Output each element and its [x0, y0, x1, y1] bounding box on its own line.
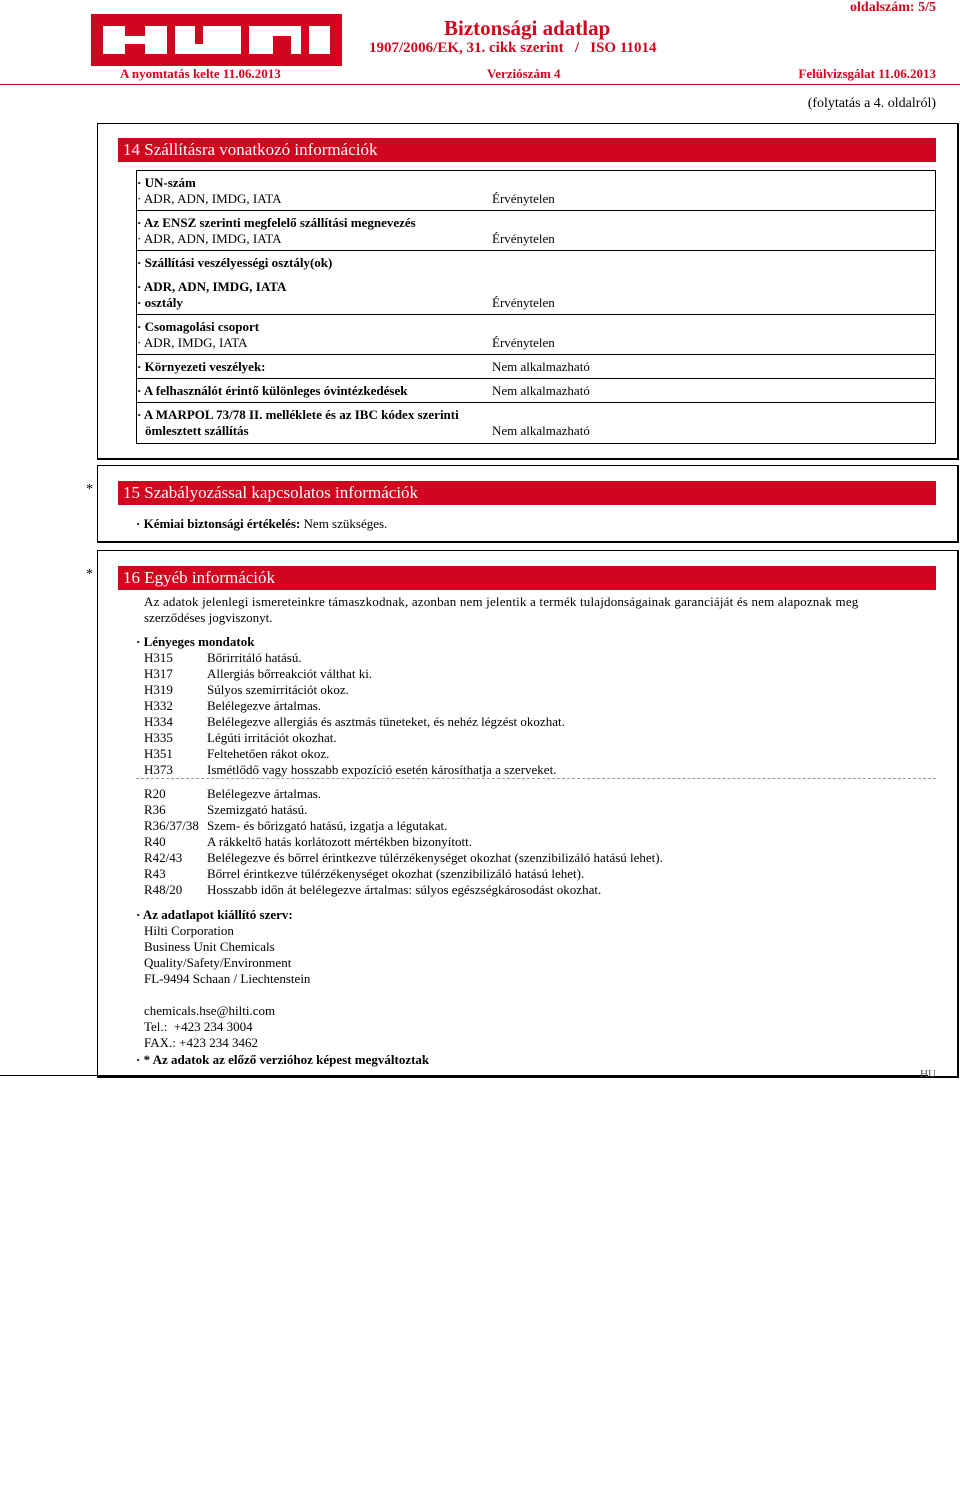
h-text: Légúti irritációt okozhat. [207, 730, 337, 745]
r-text: Belélegezve ártalmas. [207, 786, 322, 801]
change-marker: * [86, 567, 93, 582]
row-label: · ADR, ADN, IMDG, IATA [137, 279, 287, 294]
contact-email[interactable]: chemicals.hse@hilti.com [144, 1003, 276, 1018]
r-text: Belélegezve és bőrrel érintkezve túlérzékenységet okozhat (szenzibilizáló hatású lehet). [207, 850, 663, 865]
h-code: H319 [144, 682, 173, 697]
h-code: H332 [144, 698, 173, 713]
row-value: Érvénytelen [492, 191, 555, 206]
continued-note: (folytatás a 4. oldalról) [807, 96, 936, 111]
section-15-title: 15 Szabályozással kapcsolatos információk [118, 481, 936, 505]
r-code: R40 [144, 834, 166, 849]
row-label: · osztály [137, 295, 183, 310]
row-label: · Környezeti veszélyek: [137, 359, 266, 374]
r-text: Szemizgató hatású. [207, 802, 308, 817]
table-row [137, 379, 935, 403]
r-code: R42/43 [144, 850, 183, 865]
h-text: Bőrirritáló hatású. [207, 650, 302, 665]
document-title: Biztonsági adatlap [444, 16, 611, 40]
row-label: · ADR, ADN, IMDG, IATA [137, 231, 282, 246]
h-code: H315 [144, 650, 173, 665]
issuer-line: Hilti Corporation [144, 923, 234, 938]
h-text: Belélegezve allergiás és asztmás tüneteket, és nehéz légzést okozhat. [207, 714, 565, 729]
r-text: A rákkeltő hatás korlátozott mértékben bizonyított. [207, 834, 472, 849]
r-code: R48/20 [144, 882, 183, 897]
h-code: H335 [144, 730, 173, 745]
contact-fax: FAX.: +423 234 3462 [144, 1035, 258, 1050]
transport-table [136, 170, 936, 444]
row-label: · ADR, IMDG, IATA [137, 335, 248, 350]
table-row [137, 355, 935, 379]
issuer-line: FL-9494 Schaan / Liechtenstein [144, 971, 311, 986]
assessment-label: · Kémiai biztonsági értékelés: [136, 516, 301, 531]
h-code: H317 [144, 666, 173, 681]
row-label: · A MARPOL 73/78 II. melléklete és az IBC kódex szerinti [137, 407, 459, 422]
row-value: Nem alkalmazható [492, 359, 590, 374]
issuer-line: Quality/Safety/Environment [144, 955, 292, 970]
row-value: Nem alkalmazható [492, 423, 590, 438]
h-text: Feltehetően rákot okoz. [207, 746, 330, 761]
table-row [137, 171, 935, 211]
row-value: Érvénytelen [492, 231, 555, 246]
hilti-logo [91, 14, 342, 66]
r-code: R36 [144, 802, 166, 817]
section-14-title: 14 Szállításra vonatkozó információk [118, 138, 936, 162]
h-text: Ismétlődő vagy hosszabb expozíció esetén károsíthatja a szerveket. [207, 762, 557, 777]
row-label: · ADR, ADN, IMDG, IATA [137, 191, 282, 206]
r-code: R36/37/38 [144, 818, 199, 833]
dashed-divider [136, 778, 936, 779]
header-divider [0, 84, 960, 85]
chemical-safety-assessment [136, 516, 387, 532]
r-code: R20 [144, 786, 166, 801]
version-number: Verziószám 4 [487, 66, 561, 81]
r-code: R43 [144, 866, 166, 881]
contact-phone: Tel.: +423 234 3004 [144, 1019, 253, 1034]
table-row [137, 403, 935, 443]
h-code: H373 [144, 762, 173, 777]
h-code: H334 [144, 714, 173, 729]
row-label: · Az ENSZ szerinti megfelelő szállítási megnevezés [137, 215, 416, 230]
row-value: Érvénytelen [492, 335, 555, 350]
issuer-line: Business Unit Chemicals [144, 939, 275, 954]
page-number: oldalszám: 5/5 [850, 0, 936, 15]
row-label: · Csomagolási csoport [137, 319, 260, 334]
phrases-label: · Lényeges mondatok [136, 634, 255, 649]
revision-date: Felülvizsgálat 11.06.2013 [798, 66, 936, 81]
row-label: · Szállítási veszélyességi osztály(ok) [137, 255, 333, 270]
assessment-value: Nem szükséges. [303, 516, 388, 531]
h-text: Allergiás bőrreakciót válthat ki. [207, 666, 373, 681]
r-text: Szem- és bőrizgató hatású, izgatja a légutakat. [207, 818, 448, 833]
table-row [137, 251, 935, 315]
issuer-label: · Az adatlapot kiállító szerv: [136, 907, 293, 922]
r-text: Bőrrel érintkezve túlérzékenységet okozhat (szenzibilizáló hatású lehet). [207, 866, 585, 881]
document-subtitle: 1907/2006/EK, 31. cikk szerint / ISO 11014 [369, 40, 657, 56]
intro-line-1: Az adatok jelenlegi ismereteinkre támaszkodnak, azonban nem jelentik a termék tulajdonságainak garanciáját és nem alapoznak meg [144, 594, 859, 609]
print-date: A nyomtatás kelte 11.06.2013 [120, 66, 281, 81]
table-row [137, 315, 935, 355]
row-label: · UN-szám [137, 175, 196, 190]
section-16-title: 16 Egyéb információk [118, 566, 936, 590]
row-label: ömlesztett szállítás [145, 423, 249, 438]
h-code: H351 [144, 746, 173, 761]
table-row [137, 211, 935, 251]
language-code: HU [920, 1068, 936, 1080]
row-label: · A felhasználót érintő különleges óvintézkedések [137, 383, 408, 398]
r-text: Hosszabb időn át belélegezve ártalmas: súlyos egészségkárosodást okozhat. [207, 882, 602, 897]
row-value: Nem alkalmazható [492, 383, 590, 398]
hilti-logo-graphic [91, 14, 342, 66]
row-value: Érvénytelen [492, 295, 555, 310]
h-text: Belélegezve ártalmas. [207, 698, 322, 713]
changes-note: · * Az adatok az előző verzióhoz képest megváltoztak [136, 1052, 430, 1067]
footer-divider [0, 1075, 928, 1076]
change-marker: * [86, 482, 93, 497]
intro-line-2: szerződéses jogviszonyt. [144, 610, 273, 625]
h-text: Súlyos szemirritációt okoz. [207, 682, 349, 697]
